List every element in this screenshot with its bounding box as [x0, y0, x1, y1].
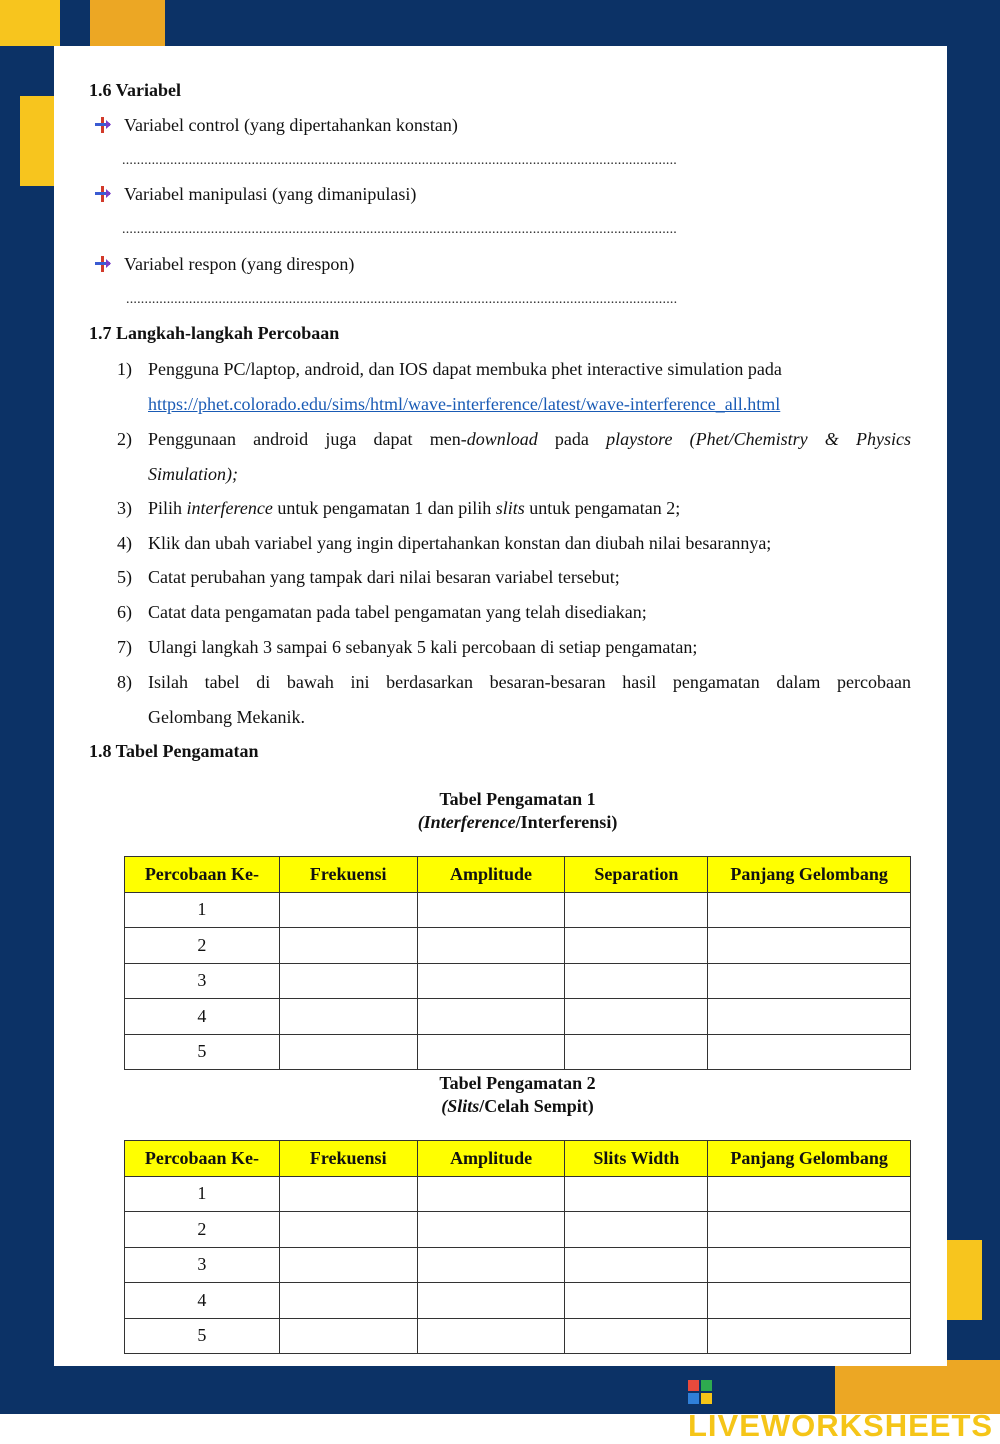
table2-caption: [124, 1072, 911, 1118]
input-cell[interactable]: [279, 1176, 417, 1212]
input-cell[interactable]: [708, 999, 911, 1035]
step-text-part: Penggunaan android juga dapat men-: [148, 429, 467, 449]
table-row: [125, 1247, 911, 1283]
table-row: [125, 928, 911, 964]
step-text-part: Pilih: [148, 498, 187, 518]
input-cell[interactable]: [417, 1034, 565, 1070]
input-cell[interactable]: [708, 1212, 911, 1248]
step-text-continuation: Simulation);: [148, 464, 238, 484]
variable-manipulation-answer-line[interactable]: ......................................................................................................................................................: [122, 222, 677, 237]
input-cell[interactable]: [708, 1176, 911, 1212]
table1-subtitle-rest: /Interferensi): [515, 812, 618, 832]
table2-subtitle-rest: /Celah Sempit): [479, 1096, 594, 1116]
input-cell[interactable]: [279, 999, 417, 1035]
row-number: 3: [125, 1247, 280, 1283]
table1-subtitle-italic: (Interference: [417, 812, 516, 832]
table-header-row: [125, 857, 911, 893]
phet-simulation-link[interactable]: https://phet.colorado.edu/sims/html/wave-interference/latest/wave-interference_all.html: [148, 394, 781, 414]
row-number: 1: [125, 892, 280, 928]
step-number: 1): [117, 359, 132, 379]
input-cell[interactable]: [708, 1247, 911, 1283]
input-cell[interactable]: [565, 1176, 708, 1212]
section-heading-tabel: 1.8 Tabel Pengamatan: [89, 741, 259, 761]
input-cell[interactable]: [565, 1034, 708, 1070]
input-cell[interactable]: [417, 1176, 565, 1212]
step-text: [148, 498, 911, 518]
input-cell[interactable]: [279, 1318, 417, 1354]
table1-subtitle: [124, 811, 911, 834]
step-text: Isilah tabel di bawah ini berdasarkan besaran-besaran hasil pengamatan dalam percobaan: [148, 672, 911, 692]
input-cell[interactable]: [708, 892, 911, 928]
header-frekuensi: Frekuensi: [279, 1141, 417, 1177]
arrow-bullet-icon: [94, 116, 112, 134]
arrow-bullet-icon: [94, 255, 112, 273]
table-row: [125, 1212, 911, 1248]
row-number: 2: [125, 1212, 280, 1248]
header-slits-width: Slits Width: [565, 1141, 708, 1177]
table-row: [125, 1318, 911, 1354]
step-text: Ulangi langkah 3 sampai 6 sebanyak 5 kali percobaan di setiap pengamatan;: [148, 637, 698, 657]
header-frekuensi: Frekuensi: [279, 857, 417, 893]
section-heading-langkah: 1.7 Langkah-langkah Percobaan: [89, 323, 340, 343]
step-text-continuation: Gelombang Mekanik.: [148, 707, 305, 727]
input-cell[interactable]: [279, 963, 417, 999]
row-number: 4: [125, 999, 280, 1035]
input-cell[interactable]: [565, 999, 708, 1035]
table1-title: Tabel Pengamatan 1: [439, 789, 596, 809]
step-item: [117, 429, 912, 489]
step-text: Catat data pengamatan pada tabel pengamatan yang telah disediakan;: [148, 602, 647, 622]
input-cell[interactable]: [417, 892, 565, 928]
input-cell[interactable]: [565, 1318, 708, 1354]
input-cell[interactable]: [279, 1212, 417, 1248]
table-row: [125, 1034, 911, 1070]
row-number: 5: [125, 1034, 280, 1070]
step-text: [148, 429, 911, 449]
input-cell[interactable]: [565, 1212, 708, 1248]
input-cell[interactable]: [708, 1318, 911, 1354]
header-panjang-gelombang: Panjang Gelombang: [708, 857, 911, 893]
step-text: Klik dan ubah variabel yang ingin dipertahankan konstan dan diubah nilai besarannya;: [148, 533, 772, 553]
header-percobaan: Percobaan Ke-: [125, 1141, 280, 1177]
corner-decoration-top-left: [0, 0, 60, 46]
header-amplitude: Amplitude: [417, 857, 565, 893]
header-panjang-gelombang: Panjang Gelombang: [708, 1141, 911, 1177]
table2-subtitle-italic: (Slits: [441, 1096, 480, 1116]
step-text-italic: download: [466, 429, 538, 449]
row-number: 4: [125, 1283, 280, 1319]
input-cell[interactable]: [279, 928, 417, 964]
input-cell[interactable]: [565, 1247, 708, 1283]
variable-response-label: Variabel respon (yang direspon): [124, 254, 355, 274]
variable-response-answer-line[interactable]: .....................................................................................................................................................: [126, 292, 678, 307]
input-cell[interactable]: [279, 892, 417, 928]
table-header-row: [125, 1141, 911, 1177]
step-text-italic: interference: [186, 498, 273, 518]
variable-control-answer-line[interactable]: ......................................................................................................................................................: [122, 153, 677, 168]
header-amplitude: Amplitude: [417, 1141, 565, 1177]
arrow-bullet-icon: [94, 185, 112, 203]
row-number: 5: [125, 1318, 280, 1354]
input-cell[interactable]: [279, 1034, 417, 1070]
table-row: [125, 963, 911, 999]
input-cell[interactable]: [708, 963, 911, 999]
input-cell[interactable]: [565, 1283, 708, 1319]
corner-decoration-top-left-2: [90, 0, 165, 52]
input-cell[interactable]: [565, 963, 708, 999]
input-cell[interactable]: [417, 928, 565, 964]
input-cell[interactable]: [279, 1247, 417, 1283]
input-cell[interactable]: [417, 999, 565, 1035]
input-cell[interactable]: [565, 892, 708, 928]
step-text-part: pada: [537, 429, 607, 449]
section-heading-variabel: 1.6 Variabel: [89, 80, 182, 100]
step-item: [117, 359, 912, 419]
input-cell[interactable]: [708, 928, 911, 964]
table1-caption: [124, 788, 911, 834]
row-number: 1: [125, 1176, 280, 1212]
input-cell[interactable]: [565, 928, 708, 964]
input-cell[interactable]: [417, 1212, 565, 1248]
table2-subtitle: [124, 1095, 911, 1118]
table-row: [125, 1283, 911, 1319]
input-cell[interactable]: [417, 1283, 565, 1319]
step-number: 7): [117, 637, 132, 657]
table-row: [125, 999, 911, 1035]
variable-manipulation-label: Variabel manipulasi (yang dimanipulasi): [124, 184, 417, 204]
step-number: 4): [117, 533, 132, 553]
input-cell[interactable]: [417, 1318, 565, 1354]
step-number: 8): [117, 672, 132, 692]
input-cell[interactable]: [708, 1034, 911, 1070]
input-cell[interactable]: [417, 963, 565, 999]
observation-table-1: [124, 856, 911, 1070]
header-separation: Separation: [565, 857, 708, 893]
step-number: 3): [117, 498, 132, 518]
step-number: 2): [117, 429, 132, 449]
step-text-part: untuk pengamatan 2;: [524, 498, 681, 518]
observation-table-2: [124, 1140, 911, 1354]
liveworksheets-logo-icon: [688, 1380, 712, 1404]
header-percobaan: Percobaan Ke-: [125, 857, 280, 893]
step-number: 6): [117, 602, 132, 622]
variable-control-label: Variabel control (yang dipertahankan konstan): [124, 115, 458, 135]
input-cell[interactable]: [417, 1247, 565, 1283]
liveworksheets-watermark: [688, 1372, 1000, 1444]
step-text-part: untuk pengamatan 1 dan pilih: [272, 498, 496, 518]
step-text-italic: playstore (Phet/Chemistry & Physics: [606, 429, 911, 449]
step-item: [117, 672, 912, 732]
table2-title: Tabel Pengamatan 2: [439, 1073, 596, 1093]
step-number: 5): [117, 567, 132, 587]
input-cell[interactable]: [279, 1283, 417, 1319]
table-row: [125, 1176, 911, 1212]
row-number: 3: [125, 963, 280, 999]
input-cell[interactable]: [708, 1283, 911, 1319]
step-text-italic: slits: [495, 498, 525, 518]
step-text: Catat perubahan yang tampak dari nilai besaran variabel tersebut;: [148, 567, 620, 587]
step-text: Pengguna PC/laptop, android, dan IOS dapat membuka phet interactive simulation pada: [148, 359, 782, 379]
row-number: 2: [125, 928, 280, 964]
table-row: [125, 892, 911, 928]
watermark-text: LIVEWORKSHEETS: [688, 1408, 994, 1443]
